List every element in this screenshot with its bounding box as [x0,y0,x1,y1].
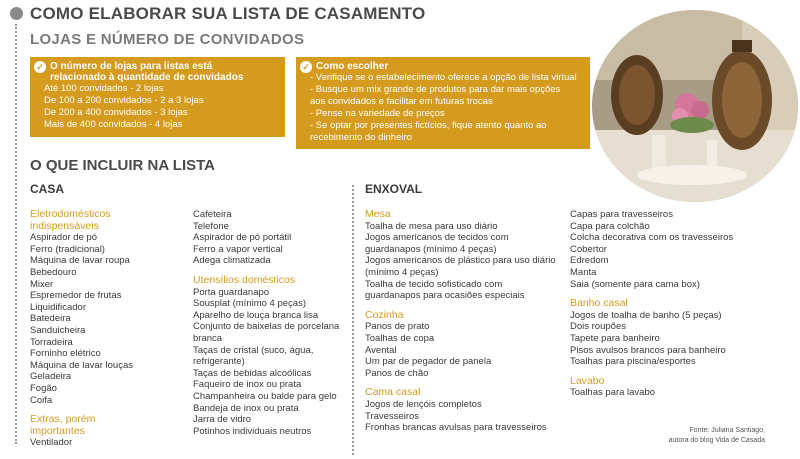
stores-box-title-1: O número de lojas para listas está [50,61,213,72]
list-item: guardanapos (mínimo 4 peças) [365,243,497,255]
list-item: Torradeira [30,336,73,348]
list-item: Um par de pegador de panela [365,356,492,368]
decor-photo [592,10,798,202]
list-item: Panos de prato [365,321,430,333]
list-item: Espremedor de frutas [30,290,122,302]
list-item: Batedeira [30,313,71,325]
list-item: Capa para colchão [570,220,650,232]
choose-box-line: - Busque um mix grande de produtos para dar mais opções [310,84,561,95]
choose-box-line: - Se optar por presentes fictícios, fique atento quanto ao [310,120,547,131]
credit-line-1: Fonte: Juliana Santiago, [689,427,765,434]
category-label: Lavabo [570,374,605,387]
list-item: Máquina de lavar roupa [30,255,130,267]
category-label: Cozinha [365,308,404,321]
list-item: Toalhas para piscina/esportes [570,356,696,368]
list-item: Bandeja de inox ou prata [193,402,299,414]
list-item: Aparelho de louça branca lisa [193,309,319,321]
category-label: importantes [30,424,85,437]
source-credit [600,426,765,446]
category-label: Cama casal [365,386,421,399]
list-item: Fogão [30,382,57,394]
dotted-guide-line [15,24,17,444]
list-item: guardanapos para ocasiões especiais [365,290,525,302]
list-item: Saia (somente para cama box) [570,278,700,290]
credit-line-2: autora do blog Vida de Casada [668,437,765,444]
list-item: Tapete para banheiro [570,332,660,344]
choose-box-line: recebimento do dinheiro [310,132,412,143]
list-item: Liquidificador [30,301,86,313]
enxoval-heading: ENXOVAL [365,182,423,196]
title-bullet-icon [10,7,23,20]
list-item: Aspirador de pó portátil [193,232,292,244]
list-item: Porta guardanapo [193,286,270,298]
page-subtitle: LOJAS E NÚMERO DE CONVIDADOS [30,31,305,48]
check-icon: ✓ [34,61,46,73]
list-item: Toalha de mesa para uso diário [365,220,498,232]
list-item: Adega climatizada [193,255,271,267]
list-item: Cobertor [570,243,607,255]
list-item: Cafeteira [193,209,232,220]
list-item: Forninho elétrico [30,348,101,360]
list-item: Sanduicheira [30,324,86,336]
list-item: Toalhas de copa [365,332,435,344]
list-item: Coifa [30,394,53,406]
stores-box-title-2: relacionado à quantidade de convidados [50,72,244,83]
list-item: Avental [365,344,397,356]
how-to-choose-box [296,57,590,149]
list-item: Jogos americanos de plástico para uso diário [365,255,556,267]
list-item: Potinhos individuais neutros [193,425,312,437]
category-label: Extras, porém [30,413,96,426]
list-item: Máquina de lavar louças [30,359,133,371]
casa-column-2 [193,209,353,437]
casa-column-1 [30,209,190,449]
list-item: Ferro a vapor vertical [193,243,283,255]
list-item: Jogos de toalha de banho (5 peças) [570,309,722,321]
list-item: Fronhas brancas avulsas para travesseiros [365,422,547,434]
list-item: refrigerante) [193,356,245,368]
list-item: Jogos de lençóis completos [365,398,482,410]
list-item: Dois roupões [570,321,626,333]
list-item: Panos de chão [365,367,429,379]
enxoval-column-1 [365,209,555,434]
list-item: Edredom [570,255,609,267]
choose-box-line: - Verifique se o estabelecimento oferece a opção de lista virtual [310,72,577,83]
list-item: Ventilador [30,437,73,449]
list-item: Toalhas para lavabo [570,387,656,399]
stores-box-line: De 200 a 400 convidados - 3 lojas [44,107,188,118]
choose-box-line: aos convidados e facilitar em futuras trocas [310,96,493,107]
list-item: branca [193,332,223,344]
check-icon: ✓ [300,61,312,73]
list-item: Jogos americanos de tecidos com [365,232,509,244]
enxoval-column-2 [570,209,795,399]
list-item: Taças de bebidas alcoólicas [193,367,312,379]
list-item: Pisos avulsos brancos para banheiro [570,344,726,356]
stores-info-box [30,57,285,137]
category-label: Eletrodomésticos [30,208,111,220]
list-item: Taças de cristal (suco, água, [193,344,314,356]
list-item: Travesseiros [365,410,420,422]
list-item: Champanheira ou balde para gelo [193,390,337,402]
list-item: Conjunto de baixelas de porcelana [193,321,340,333]
list-item: Telefone [193,220,229,232]
stores-box-line: Mais de 400 convidados - 4 lojas [44,119,183,130]
category-label: indispensáveis [30,219,99,232]
choose-box-title: Como escolher [316,61,389,72]
list-item: Manta [570,266,597,278]
page-title: COMO ELABORAR SUA LISTA DE CASAMENTO [30,4,426,23]
list-item: Colcha decorativa com os travesseiros [570,232,734,244]
list-item: Faqueiro de inox ou prata [193,379,302,391]
choose-box-line: - Pense na variedade de preços [310,108,445,119]
list-item: Jarra de vidro [193,414,252,426]
list-item: Ferro (tradicional) [30,243,105,255]
list-item: Bebedouro [30,266,77,278]
list-item: (mínimo 4 peças) [365,266,439,278]
stores-box-line: Até 100 convidados - 2 lojas [44,83,164,94]
list-item: Sousplat (mínimo 4 peças) [193,298,306,310]
category-label: Mesa [365,208,391,220]
category-label: Banho casal [570,297,628,310]
stores-box-line: De 100 a 200 convidados - 2 a 3 lojas [44,95,204,106]
section-title: O QUE INCLUIR NA LISTA [30,157,215,174]
casa-heading: CASA [30,182,65,196]
list-item: Aspirador de pó [30,232,98,244]
category-label: Utensílios domésticos [193,273,296,286]
list-item: Toalha de tecido sofisticado com [365,278,503,290]
list-item: Geladeira [30,371,72,383]
list-item: Capas para travesseiros [570,209,673,220]
list-item: Mixer [30,278,54,290]
